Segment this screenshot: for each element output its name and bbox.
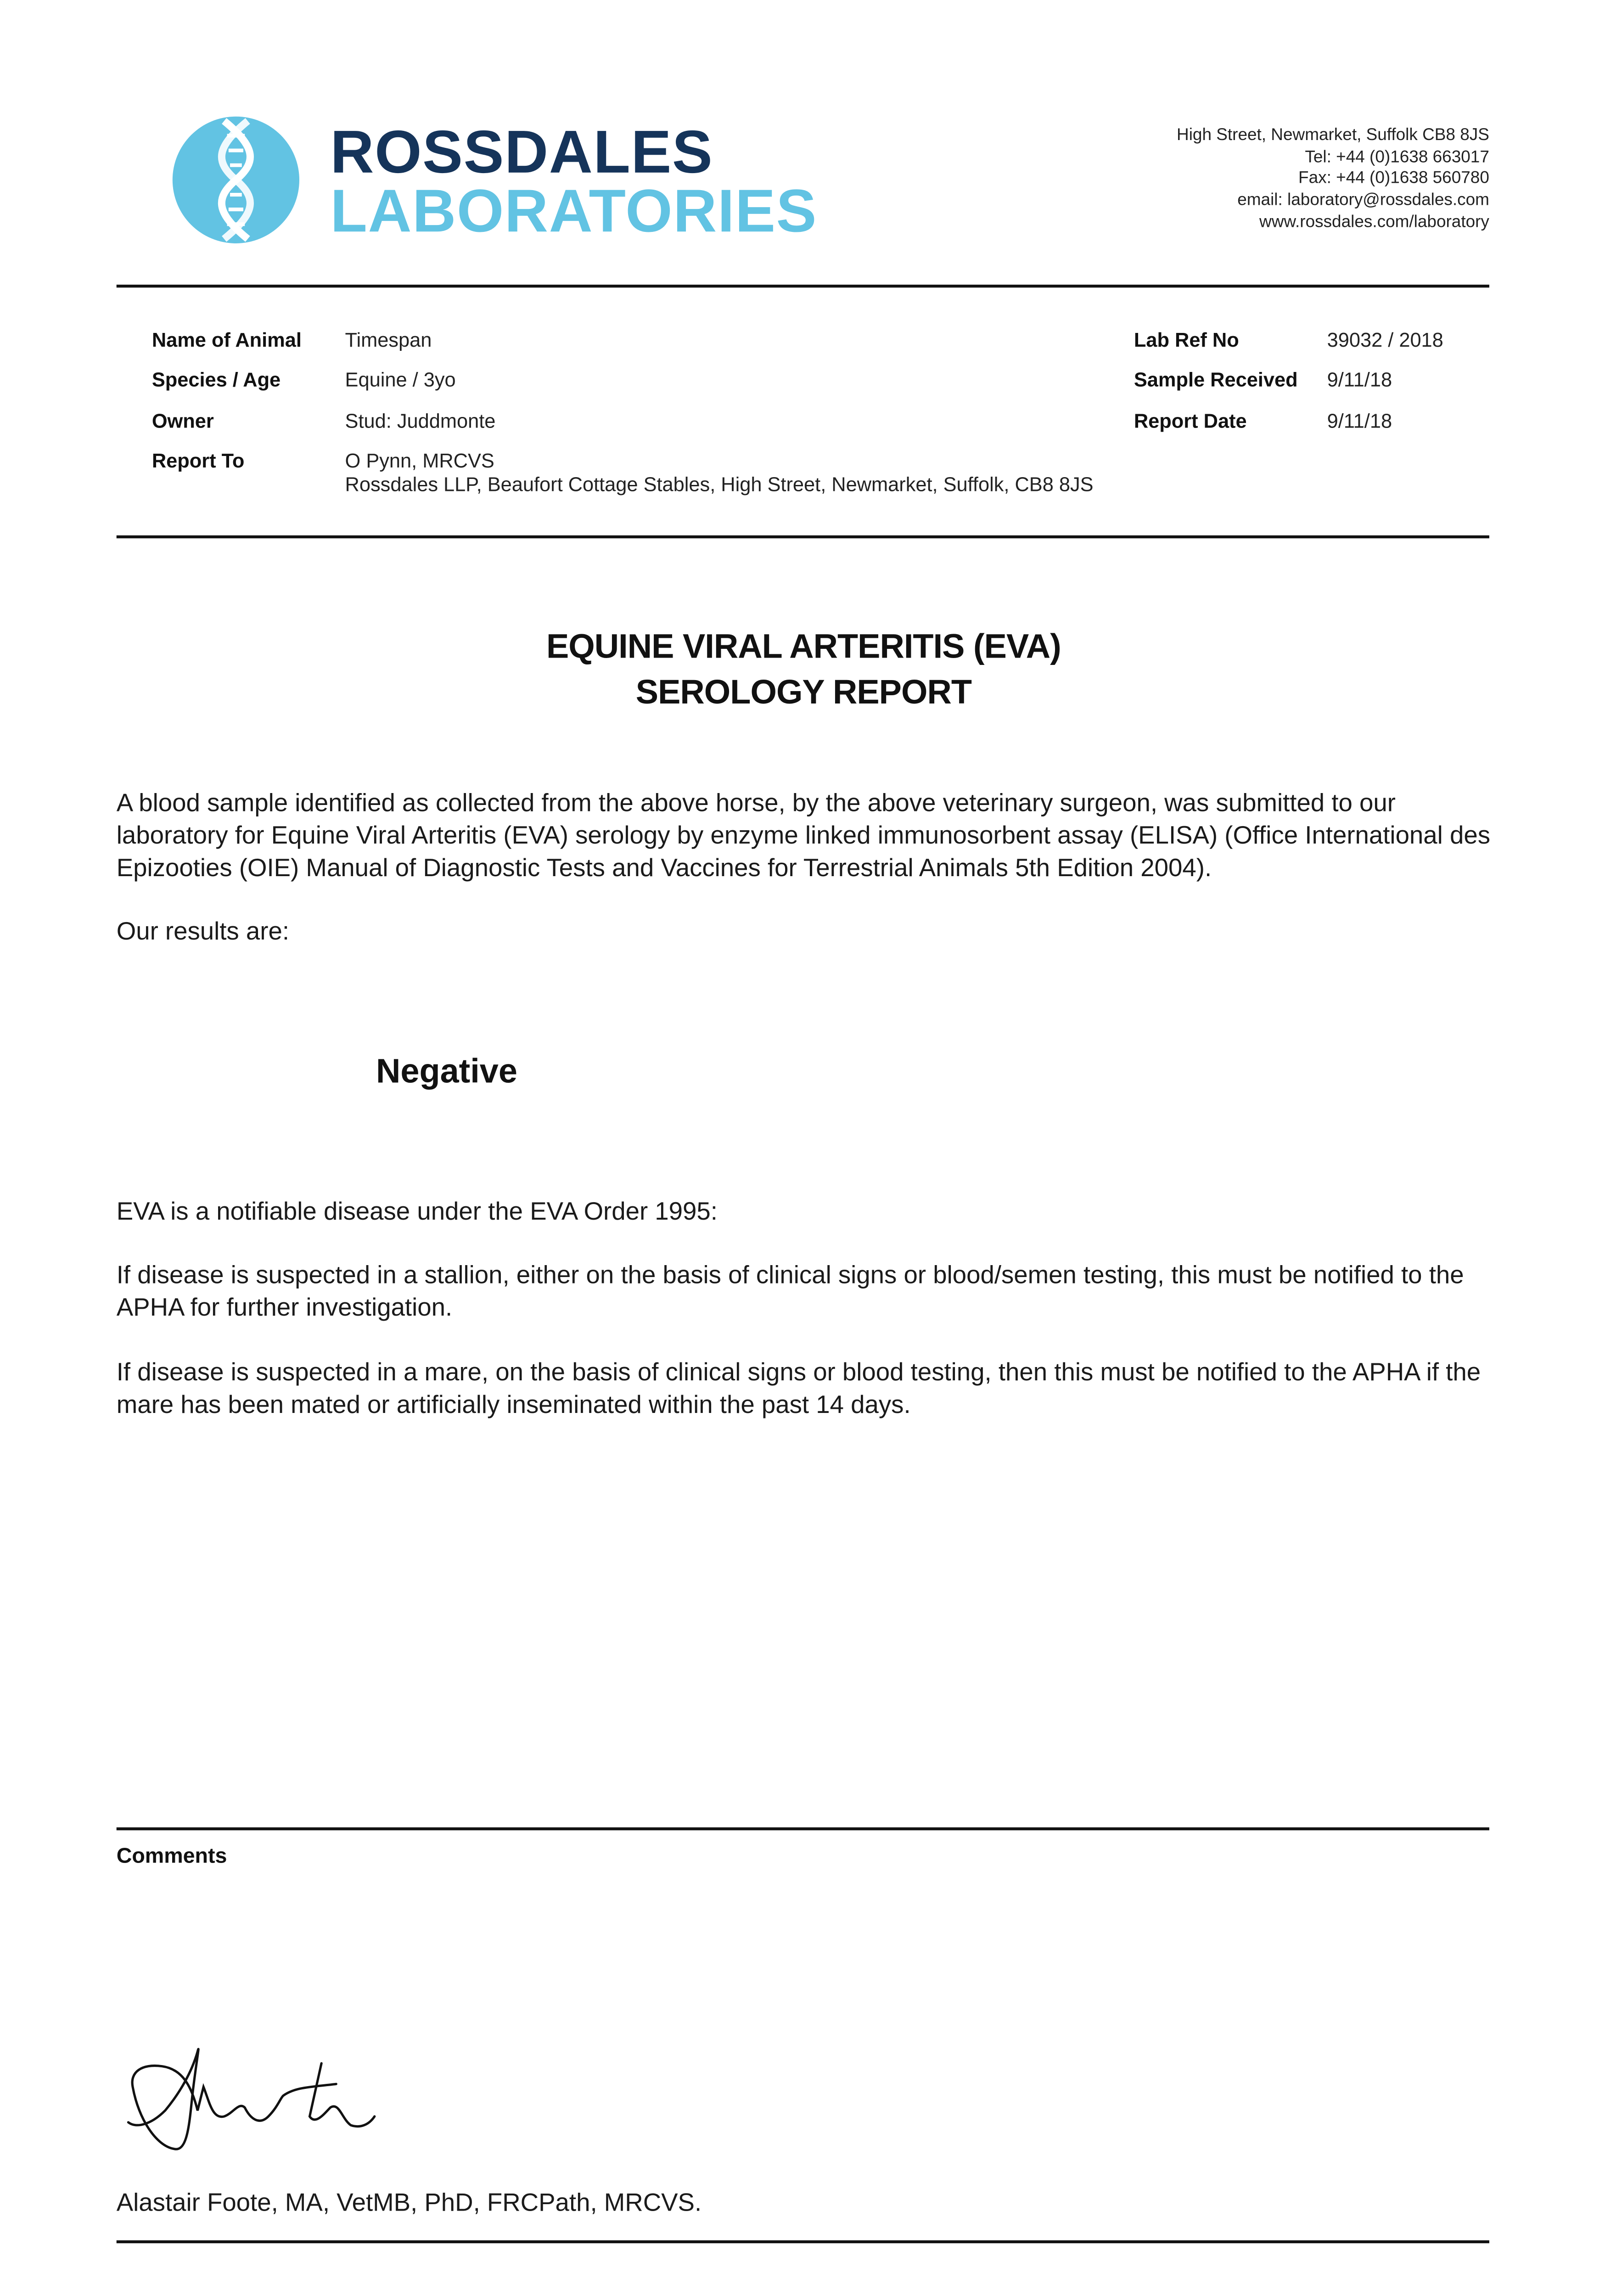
result-value: Negative (376, 1052, 517, 1090)
notifiable-notice: EVA is a notifiable disease under the EVA Order 1995: (116, 1197, 718, 1226)
lab-ref-label: Lab Ref No (1134, 329, 1239, 351)
report-title (0, 624, 1607, 715)
contact-fax: Fax: +44 (0)1638 560780 (1298, 170, 1489, 188)
report-date-value: 9/11/18 (1327, 410, 1392, 433)
divider (117, 535, 1489, 538)
contact-block (1177, 125, 1489, 234)
mare-paragraph: If disease is suspected in a mare, on the basis of clinical signs or blood testing, then this must be notified to the APHA if the mare has been mated or artificially inseminated within the past 14 days. (116, 1358, 1481, 1419)
report-to-label: Report To (152, 450, 245, 472)
divider (117, 285, 1489, 287)
signatory-name: Alastair Foote, MA, VetMB, PhD, FRCPath, MRCVS. (116, 2189, 702, 2217)
divider (117, 1827, 1489, 1830)
sample-received-label: Sample Received (1134, 368, 1298, 391)
owner-value: Stud: Juddmonte (345, 410, 496, 433)
species-age-label: Species / Age (152, 368, 281, 391)
owner-label: Owner (152, 410, 214, 433)
report-to-address: Rossdales LLP, Beaufort Cottage Stables, High Street, Newmarket, Suffolk, CB8 8JS (345, 473, 1094, 496)
title-line2: SEROLOGY REPORT (635, 672, 972, 711)
name-of-animal-label: Name of Animal (152, 329, 302, 351)
report-date-label: Report Date (1134, 410, 1247, 433)
divider (117, 2240, 1489, 2243)
stallion-paragraph: If disease is suspected in a stallion, either on the basis of clinical signs or blood/semen testing, this must be notified to the APHA for further investigation. (116, 1261, 1464, 1322)
intro-paragraph: A blood sample identified as collected from the above horse, by the above veterinary surgeon, was submitted to our laboratory for Equine Viral Arteritis (EVA) serology by enzyme linked immunosorbent assay (ELISA) (Office International des Epizooties (OIE) Manual of Diagnostic Tests and Vaccines for Terrestrial Animals 5th Edition 2004). (116, 789, 1491, 882)
contact-address: High Street, Newmarket, Suffolk CB8 8JS (1177, 127, 1489, 145)
comments-label: Comments (116, 1845, 227, 1869)
logo-line2: LABORATORIES (330, 177, 818, 245)
sample-received-value: 9/11/18 (1327, 368, 1392, 391)
signature (121, 2043, 475, 2161)
contact-website: www.rossdales.com/laboratory (1259, 214, 1489, 231)
name-of-animal-value: Timespan (345, 329, 432, 351)
species-age-value: Equine / 3yo (345, 368, 456, 391)
results-intro: Our results are: (116, 917, 290, 945)
contact-tel: Tel: +44 (0)1638 663017 (1305, 148, 1489, 166)
contact-email: email: laboratory@rossdales.com (1237, 191, 1489, 210)
logo-line1: ROSSDALES (330, 118, 713, 186)
dna-helix-icon (171, 115, 301, 245)
report-to-value: O Pynn, MRCVS (345, 450, 494, 472)
lab-ref-value: 39032 / 2018 (1327, 329, 1443, 351)
title-line1: EQUINE VIRAL ARTERITIS (EVA) (546, 627, 1061, 665)
